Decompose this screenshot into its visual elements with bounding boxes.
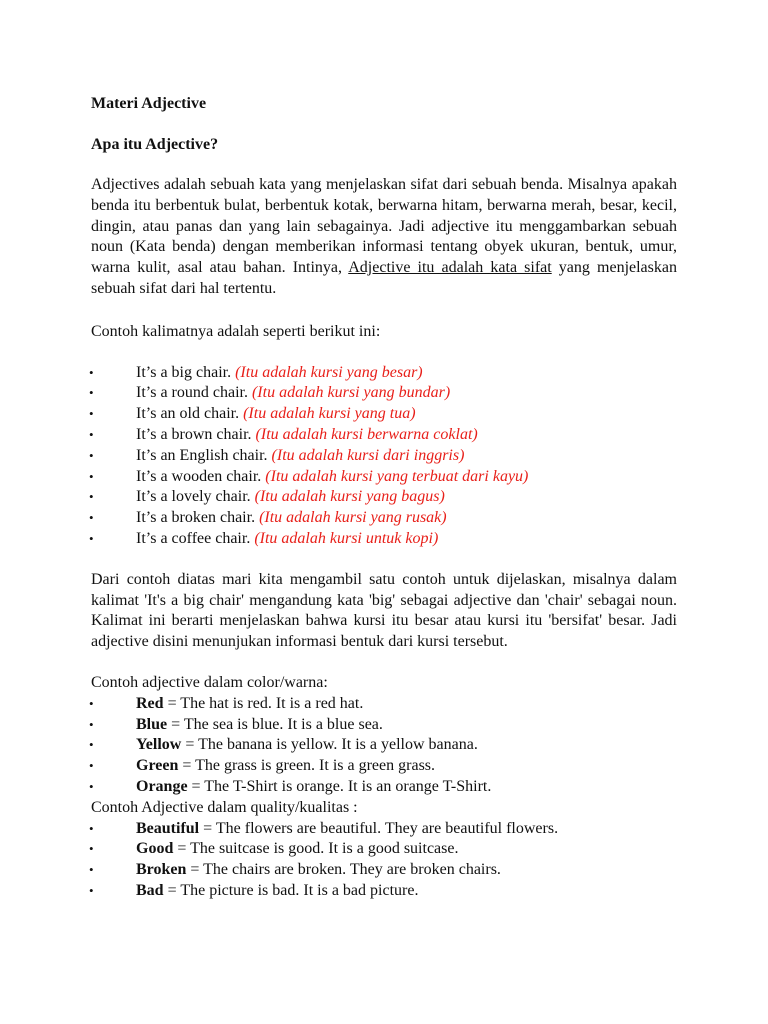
quality-adjective-list <box>91 819 677 902</box>
adjective-word: Orange <box>136 777 188 795</box>
bullet-icon: • <box>89 841 94 857</box>
examples-intro: Contoh kalimatnya adalah seperti berikut ini: <box>91 322 381 340</box>
example-sentence-list <box>91 363 677 550</box>
example-sentence: It’s an old chair. <box>136 405 244 423</box>
explanation-paragraph: Dari contoh diatas mari kita mengambil satu contoh untuk dijelaskan, misalnya dalam kalimat 'It's a big chair' mengandung kata 'big' sebagai adjective dan 'chair' sebagai noun. Kalimat ini berarti menjelaskan bahwa kursi itu besar atau kursi itu 'bersifat' besar. Jadi adjective disini menunjukan informasi bentuk dari kursi tersebut. <box>91 570 677 651</box>
example-sentence: It’s a big chair. <box>136 363 236 381</box>
definition-text: Adjectives adalah sebuah kata yang menjelaskan sifat dari sebuah benda. Misalnya apakah benda itu berbentuk bulat, berbentuk kotak, berwarna hitam, berwarna merah, besar, kecil, dingin, atau panas dan yang lain sebagainya. Jadi adjective itu menggambarkan sebuah noun (Kata benda) dengan memberikan informasi tentang obyek ukuran, bentuk, umur, warna kulit, asal atau bahan. Intinya, <box>91 176 677 277</box>
adjective-example: = The sea is blue. It is a blue sea. <box>167 715 383 733</box>
example-sentence: It’s a broken chair. <box>136 509 260 527</box>
adjective-example: = The T-Shirt is orange. It is an orange T-Shirt. <box>187 777 492 795</box>
bullet-icon: • <box>89 862 94 878</box>
list-item <box>91 819 677 840</box>
list-item <box>91 735 677 756</box>
example-translation: (Itu adalah kursi yang terbuat dari kayu) <box>265 467 529 485</box>
list-item <box>91 446 677 467</box>
adjective-example: = The picture is bad. It is a bad picture. <box>163 881 419 899</box>
list-item <box>91 383 677 404</box>
example-translation: (Itu adalah kursi yang tua) <box>243 405 416 423</box>
adjective-word: Yellow <box>136 736 182 754</box>
list-item <box>91 860 677 881</box>
list-item <box>91 715 677 736</box>
list-item <box>91 756 677 777</box>
list-item <box>91 363 677 384</box>
bullet-icon: • <box>89 882 94 898</box>
list-item <box>91 777 677 798</box>
underlined-definition: Adjective itu adalah kata sifat <box>348 259 552 277</box>
example-translation: (Itu adalah kursi yang besar) <box>235 363 423 381</box>
adjective-word: Blue <box>136 715 168 733</box>
adjective-example: = The flowers are beautiful. They are beautiful flowers. <box>199 819 559 837</box>
example-translation: (Itu adalah kursi berwarna coklat) <box>255 425 478 443</box>
adjective-example: = The chairs are broken. They are broken chairs. <box>186 861 501 879</box>
list-item <box>91 404 677 425</box>
list-item <box>91 487 677 508</box>
bullet-icon: • <box>89 820 94 836</box>
color-adjective-list <box>91 694 677 798</box>
definition-text-end: yang menjelaskan sebuah sifat dari hal tertentu. <box>91 259 677 297</box>
example-sentence: It’s a wooden chair. <box>136 467 266 485</box>
adjective-word: Good <box>136 840 174 858</box>
example-sentence: It’s a lovely chair. <box>136 488 255 506</box>
list-item <box>91 467 677 488</box>
adjective-example: = The hat is red. It is a red hat. <box>163 694 364 712</box>
document-title: Materi Adjective <box>91 95 207 112</box>
bullet-icon: • <box>89 758 94 774</box>
bullet-icon: • <box>89 447 94 463</box>
example-translation: (Itu adalah kursi untuk kopi) <box>254 529 439 547</box>
bullet-icon: • <box>89 530 94 546</box>
list-item <box>91 694 677 715</box>
adjective-word: Beautiful <box>136 819 200 837</box>
adjective-word: Broken <box>136 861 187 879</box>
bullet-icon: • <box>89 778 94 794</box>
example-translation: (Itu adalah kursi yang rusak) <box>259 509 447 527</box>
color-section-title: Contoh adjective dalam color/warna: <box>91 673 328 691</box>
adjective-word: Red <box>136 694 164 712</box>
bullet-icon: • <box>89 695 94 711</box>
bullet-icon: • <box>89 716 94 732</box>
bullet-icon: • <box>89 489 94 505</box>
bullet-icon: • <box>89 468 94 484</box>
list-item <box>91 425 677 446</box>
list-item <box>91 839 677 860</box>
adjective-example: = The suitcase is good. It is a good suitcase. <box>173 840 459 858</box>
adjective-word: Bad <box>136 881 164 899</box>
example-translation: (Itu adalah kursi dari inggris) <box>271 446 465 464</box>
example-sentence: It’s a coffee chair. <box>136 529 255 547</box>
example-translation: (Itu adalah kursi yang bagus) <box>254 488 445 506</box>
quality-section-title: Contoh Adjective dalam quality/kualitas : <box>91 798 358 816</box>
section-heading: Apa itu Adjective? <box>91 136 219 153</box>
bullet-icon: • <box>89 406 94 422</box>
adjective-word: Green <box>136 757 179 775</box>
example-translation: (Itu adalah kursi yang bundar) <box>251 384 451 402</box>
list-item <box>91 529 677 550</box>
bullet-icon: • <box>89 510 94 526</box>
adjective-example: = The banana is yellow. It is a yellow banana. <box>181 736 478 754</box>
example-sentence: It’s a brown chair. <box>136 425 256 443</box>
bullet-icon: • <box>89 364 94 380</box>
list-item <box>91 881 677 902</box>
example-sentence: It’s a round chair. <box>136 384 252 402</box>
definition-paragraph <box>91 175 677 300</box>
bullet-icon: • <box>89 385 94 401</box>
example-sentence: It’s an English chair. <box>136 446 272 464</box>
list-item <box>91 508 677 529</box>
adjective-example: = The grass is green. It is a green grass. <box>178 757 436 775</box>
bullet-icon: • <box>89 737 94 753</box>
bullet-icon: • <box>89 426 94 442</box>
